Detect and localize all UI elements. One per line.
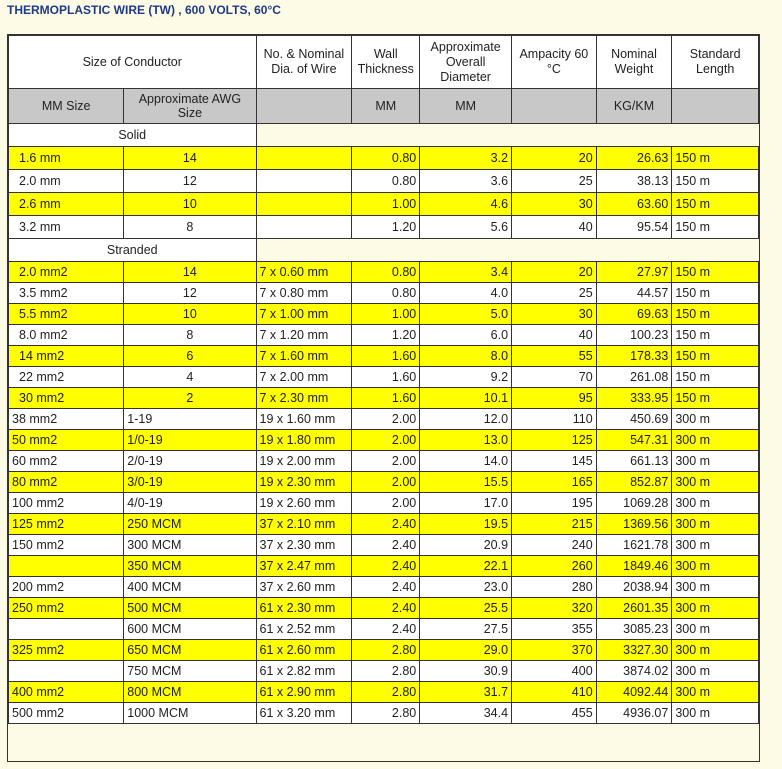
cell-ampacity: 40 bbox=[512, 325, 597, 346]
cell-wall-thickness: 1.00 bbox=[352, 193, 420, 216]
cell-wire: 37 x 2.10 mm bbox=[256, 514, 352, 535]
cell-wire: 19 x 1.60 mm bbox=[256, 409, 352, 430]
cell-wall-thickness: 2.80 bbox=[352, 661, 420, 682]
cell-wall-thickness: 2.80 bbox=[352, 703, 420, 724]
table-row bbox=[9, 147, 759, 170]
cell-wire: 61 x 2.60 mm bbox=[256, 640, 352, 661]
cell-ampacity: 355 bbox=[512, 619, 597, 640]
cell-mm-size: 150 mm2 bbox=[9, 535, 124, 556]
cell-mm-size: 2.6 mm bbox=[9, 193, 124, 216]
cell-wall-thickness: 1.20 bbox=[352, 325, 420, 346]
cell-ampacity: 240 bbox=[512, 535, 597, 556]
cell-ampacity: 95 bbox=[512, 388, 597, 409]
cell-awg-size: 3/0-19 bbox=[124, 472, 256, 493]
table-row bbox=[9, 661, 759, 682]
cell-wire: 7 x 1.00 mm bbox=[256, 304, 352, 325]
cell-wire: 7 x 2.30 mm bbox=[256, 388, 352, 409]
subheader-awg-size: Approximate AWG Size bbox=[124, 89, 256, 124]
table-row bbox=[9, 451, 759, 472]
cell-mm-size: 80 mm2 bbox=[9, 472, 124, 493]
table-row bbox=[9, 598, 759, 619]
cell-awg-size: 500 MCM bbox=[124, 598, 256, 619]
section-spacer bbox=[256, 239, 759, 262]
cell-overall-diameter: 23.0 bbox=[420, 577, 512, 598]
cell-nominal-weight: 450.69 bbox=[596, 409, 672, 430]
cell-mm-size: 60 mm2 bbox=[9, 451, 124, 472]
cell-wall-thickness: 2.80 bbox=[352, 640, 420, 661]
cell-nominal-weight: 2038.94 bbox=[596, 577, 672, 598]
cell-mm-size: 1.6 mm bbox=[9, 147, 124, 170]
cell-wire bbox=[256, 170, 352, 193]
cell-standard-length: 300 m bbox=[672, 598, 759, 619]
cell-ampacity: 400 bbox=[512, 661, 597, 682]
cell-standard-length: 300 m bbox=[672, 472, 759, 493]
cell-wall-thickness: 2.00 bbox=[352, 409, 420, 430]
cell-mm-size: 400 mm2 bbox=[9, 682, 124, 703]
cell-wall-thickness: 1.60 bbox=[352, 346, 420, 367]
cell-standard-length: 300 m bbox=[672, 577, 759, 598]
cell-standard-length: 150 m bbox=[672, 346, 759, 367]
cell-ampacity: 30 bbox=[512, 193, 597, 216]
cell-mm-size: 30 mm2 bbox=[9, 388, 124, 409]
cell-overall-diameter: 4.6 bbox=[420, 193, 512, 216]
cell-awg-size: 600 MCM bbox=[124, 619, 256, 640]
page-title: THERMOPLASTIC WIRE (TW) , 600 VOLTS, 60°C bbox=[7, 3, 281, 17]
cell-ampacity: 195 bbox=[512, 493, 597, 514]
cell-awg-size: 10 bbox=[124, 193, 256, 216]
cell-awg-size: 350 MCM bbox=[124, 556, 256, 577]
cell-awg-size: 1/0-19 bbox=[124, 430, 256, 451]
cell-wire: 61 x 3.20 mm bbox=[256, 703, 352, 724]
cell-overall-diameter: 30.9 bbox=[420, 661, 512, 682]
section-row-stranded bbox=[9, 239, 759, 262]
cell-nominal-weight: 261.08 bbox=[596, 367, 672, 388]
cell-awg-size: 650 MCM bbox=[124, 640, 256, 661]
cell-ampacity: 30 bbox=[512, 304, 597, 325]
cell-wire: 61 x 2.52 mm bbox=[256, 619, 352, 640]
cell-awg-size: 1-19 bbox=[124, 409, 256, 430]
cell-awg-size: 4 bbox=[124, 367, 256, 388]
cell-awg-size: 1000 MCM bbox=[124, 703, 256, 724]
table-row bbox=[9, 556, 759, 577]
header-weight: Nominal Weight bbox=[596, 36, 672, 89]
cell-overall-diameter: 6.0 bbox=[420, 325, 512, 346]
cell-ampacity: 320 bbox=[512, 598, 597, 619]
cell-ampacity: 110 bbox=[512, 409, 597, 430]
cell-wall-thickness: 2.40 bbox=[352, 514, 420, 535]
cell-ampacity: 165 bbox=[512, 472, 597, 493]
cell-wall-thickness: 2.40 bbox=[352, 577, 420, 598]
header-wall: Wall Thickness bbox=[352, 36, 420, 89]
cell-wire: 19 x 2.30 mm bbox=[256, 472, 352, 493]
cell-mm-size bbox=[9, 556, 124, 577]
cell-overall-diameter: 4.0 bbox=[420, 283, 512, 304]
cell-nominal-weight: 2601.35 bbox=[596, 598, 672, 619]
cell-standard-length: 300 m bbox=[672, 619, 759, 640]
cell-mm-size: 50 mm2 bbox=[9, 430, 124, 451]
table-row bbox=[9, 304, 759, 325]
cell-wire: 19 x 2.60 mm bbox=[256, 493, 352, 514]
cell-awg-size: 12 bbox=[124, 170, 256, 193]
table-row bbox=[9, 367, 759, 388]
subheader-overall-unit: MM bbox=[420, 89, 512, 124]
section-spacer bbox=[256, 124, 759, 147]
cell-wall-thickness: 1.20 bbox=[352, 216, 420, 239]
cell-nominal-weight: 3085.23 bbox=[596, 619, 672, 640]
header-no-dia: No. & Nominal Dia. of Wire bbox=[256, 36, 352, 89]
table-row bbox=[9, 262, 759, 283]
cell-nominal-weight: 1369.56 bbox=[596, 514, 672, 535]
subheader-empty bbox=[256, 89, 352, 124]
cell-standard-length: 300 m bbox=[672, 703, 759, 724]
cell-mm-size: 325 mm2 bbox=[9, 640, 124, 661]
table-row bbox=[9, 193, 759, 216]
cell-awg-size: 2 bbox=[124, 388, 256, 409]
cell-nominal-weight: 1069.28 bbox=[596, 493, 672, 514]
cell-overall-diameter: 19.5 bbox=[420, 514, 512, 535]
cell-overall-diameter: 3.6 bbox=[420, 170, 512, 193]
cell-overall-diameter: 15.5 bbox=[420, 472, 512, 493]
cell-nominal-weight: 3874.02 bbox=[596, 661, 672, 682]
cell-awg-size: 300 MCM bbox=[124, 535, 256, 556]
cell-overall-diameter: 8.0 bbox=[420, 346, 512, 367]
cell-nominal-weight: 26.63 bbox=[596, 147, 672, 170]
table-row bbox=[9, 170, 759, 193]
cell-overall-diameter: 25.5 bbox=[420, 598, 512, 619]
cell-overall-diameter: 31.7 bbox=[420, 682, 512, 703]
cell-nominal-weight: 1621.78 bbox=[596, 535, 672, 556]
table-row bbox=[9, 409, 759, 430]
wire-spec-table bbox=[8, 35, 759, 724]
cell-awg-size: 8 bbox=[124, 325, 256, 346]
cell-overall-diameter: 3.2 bbox=[420, 147, 512, 170]
cell-overall-diameter: 22.1 bbox=[420, 556, 512, 577]
subheader-row bbox=[9, 89, 759, 124]
cell-nominal-weight: 333.95 bbox=[596, 388, 672, 409]
cell-wire: 7 x 2.00 mm bbox=[256, 367, 352, 388]
table-row bbox=[9, 493, 759, 514]
cell-wire: 37 x 2.30 mm bbox=[256, 535, 352, 556]
cell-wire: 61 x 2.82 mm bbox=[256, 661, 352, 682]
table-row bbox=[9, 703, 759, 724]
cell-nominal-weight: 38.13 bbox=[596, 170, 672, 193]
cell-standard-length: 300 m bbox=[672, 535, 759, 556]
cell-nominal-weight: 661.13 bbox=[596, 451, 672, 472]
cell-ampacity: 20 bbox=[512, 262, 597, 283]
cell-awg-size: 800 MCM bbox=[124, 682, 256, 703]
section-label: Stranded bbox=[9, 239, 257, 262]
cell-nominal-weight: 100.23 bbox=[596, 325, 672, 346]
cell-awg-size: 250 MCM bbox=[124, 514, 256, 535]
subheader-empty bbox=[512, 89, 597, 124]
cell-mm-size: 2.0 mm bbox=[9, 170, 124, 193]
cell-nominal-weight: 852.87 bbox=[596, 472, 672, 493]
cell-standard-length: 150 m bbox=[672, 283, 759, 304]
cell-overall-diameter: 34.4 bbox=[420, 703, 512, 724]
cell-ampacity: 25 bbox=[512, 170, 597, 193]
cell-nominal-weight: 69.63 bbox=[596, 304, 672, 325]
cell-nominal-weight: 1849.46 bbox=[596, 556, 672, 577]
cell-wire: 7 x 1.60 mm bbox=[256, 346, 352, 367]
header-ampacity: Ampacity 60 °C bbox=[512, 36, 597, 89]
table-row bbox=[9, 325, 759, 346]
cell-ampacity: 70 bbox=[512, 367, 597, 388]
cell-standard-length: 300 m bbox=[672, 514, 759, 535]
cell-awg-size: 12 bbox=[124, 283, 256, 304]
cell-wall-thickness: 2.00 bbox=[352, 472, 420, 493]
cell-mm-size: 22 mm2 bbox=[9, 367, 124, 388]
cell-standard-length: 150 m bbox=[672, 147, 759, 170]
cell-ampacity: 25 bbox=[512, 283, 597, 304]
cell-awg-size: 400 MCM bbox=[124, 577, 256, 598]
cell-wire bbox=[256, 216, 352, 239]
cell-overall-diameter: 27.5 bbox=[420, 619, 512, 640]
cell-nominal-weight: 27.97 bbox=[596, 262, 672, 283]
cell-awg-size: 10 bbox=[124, 304, 256, 325]
cell-ampacity: 215 bbox=[512, 514, 597, 535]
cell-standard-length: 300 m bbox=[672, 493, 759, 514]
cell-standard-length: 150 m bbox=[672, 262, 759, 283]
cell-awg-size: 4/0-19 bbox=[124, 493, 256, 514]
header-row bbox=[9, 36, 759, 89]
cell-wall-thickness: 1.60 bbox=[352, 367, 420, 388]
cell-overall-diameter: 17.0 bbox=[420, 493, 512, 514]
header-size-of-conductor: Size of Conductor bbox=[9, 36, 257, 89]
cell-mm-size: 2.0 mm2 bbox=[9, 262, 124, 283]
table-row bbox=[9, 472, 759, 493]
section-row-solid bbox=[9, 124, 759, 147]
cell-awg-size: 2/0-19 bbox=[124, 451, 256, 472]
cell-nominal-weight: 3327.30 bbox=[596, 640, 672, 661]
cell-nominal-weight: 4092.44 bbox=[596, 682, 672, 703]
cell-wall-thickness: 2.40 bbox=[352, 556, 420, 577]
cell-overall-diameter: 3.4 bbox=[420, 262, 512, 283]
subheader-mm-size: MM Size bbox=[9, 89, 124, 124]
header-length: Standard Length bbox=[672, 36, 759, 89]
cell-mm-size: 500 mm2 bbox=[9, 703, 124, 724]
cell-ampacity: 145 bbox=[512, 451, 597, 472]
subheader-empty bbox=[672, 89, 759, 124]
table-frame bbox=[7, 34, 760, 762]
cell-awg-size: 6 bbox=[124, 346, 256, 367]
cell-standard-length: 300 m bbox=[672, 430, 759, 451]
cell-wall-thickness: 2.40 bbox=[352, 619, 420, 640]
table-row bbox=[9, 430, 759, 451]
subheader-wall-unit: MM bbox=[352, 89, 420, 124]
table-row bbox=[9, 514, 759, 535]
cell-ampacity: 20 bbox=[512, 147, 597, 170]
cell-wire: 61 x 2.30 mm bbox=[256, 598, 352, 619]
cell-mm-size: 38 mm2 bbox=[9, 409, 124, 430]
cell-mm-size: 100 mm2 bbox=[9, 493, 124, 514]
cell-awg-size: 750 MCM bbox=[124, 661, 256, 682]
cell-wire: 7 x 1.20 mm bbox=[256, 325, 352, 346]
cell-standard-length: 150 m bbox=[672, 388, 759, 409]
cell-ampacity: 370 bbox=[512, 640, 597, 661]
cell-ampacity: 280 bbox=[512, 577, 597, 598]
cell-overall-diameter: 5.6 bbox=[420, 216, 512, 239]
cell-ampacity: 410 bbox=[512, 682, 597, 703]
table-row bbox=[9, 388, 759, 409]
cell-mm-size: 5.5 mm2 bbox=[9, 304, 124, 325]
cell-mm-size: 200 mm2 bbox=[9, 577, 124, 598]
cell-awg-size: 8 bbox=[124, 216, 256, 239]
cell-nominal-weight: 178.33 bbox=[596, 346, 672, 367]
cell-overall-diameter: 12.0 bbox=[420, 409, 512, 430]
cell-wire: 7 x 0.60 mm bbox=[256, 262, 352, 283]
cell-standard-length: 150 m bbox=[672, 325, 759, 346]
table-row bbox=[9, 619, 759, 640]
table-row bbox=[9, 283, 759, 304]
cell-wall-thickness: 0.80 bbox=[352, 147, 420, 170]
table-row bbox=[9, 535, 759, 556]
table-row bbox=[9, 577, 759, 598]
cell-mm-size bbox=[9, 619, 124, 640]
cell-standard-length: 300 m bbox=[672, 409, 759, 430]
cell-wall-thickness: 0.80 bbox=[352, 170, 420, 193]
cell-overall-diameter: 10.1 bbox=[420, 388, 512, 409]
cell-wall-thickness: 1.60 bbox=[352, 388, 420, 409]
cell-mm-size bbox=[9, 661, 124, 682]
cell-mm-size: 250 mm2 bbox=[9, 598, 124, 619]
cell-nominal-weight: 44.57 bbox=[596, 283, 672, 304]
cell-mm-size: 3.5 mm2 bbox=[9, 283, 124, 304]
cell-standard-length: 150 m bbox=[672, 216, 759, 239]
cell-overall-diameter: 13.0 bbox=[420, 430, 512, 451]
table-row bbox=[9, 640, 759, 661]
cell-wire bbox=[256, 147, 352, 170]
cell-standard-length: 300 m bbox=[672, 661, 759, 682]
cell-standard-length: 300 m bbox=[672, 640, 759, 661]
cell-wire: 19 x 2.00 mm bbox=[256, 451, 352, 472]
section-label: Solid bbox=[9, 124, 257, 147]
cell-wall-thickness: 0.80 bbox=[352, 262, 420, 283]
header-overall-diameter: Approximate Overall Diameter bbox=[420, 36, 512, 89]
cell-wire: 19 x 1.80 mm bbox=[256, 430, 352, 451]
cell-overall-diameter: 9.2 bbox=[420, 367, 512, 388]
cell-awg-size: 14 bbox=[124, 147, 256, 170]
cell-nominal-weight: 4936.07 bbox=[596, 703, 672, 724]
cell-wire: 37 x 2.60 mm bbox=[256, 577, 352, 598]
cell-wall-thickness: 2.00 bbox=[352, 430, 420, 451]
cell-mm-size: 8.0 mm2 bbox=[9, 325, 124, 346]
cell-wire: 7 x 0.80 mm bbox=[256, 283, 352, 304]
cell-wall-thickness: 2.00 bbox=[352, 451, 420, 472]
cell-standard-length: 150 m bbox=[672, 170, 759, 193]
cell-standard-length: 300 m bbox=[672, 682, 759, 703]
cell-mm-size: 14 mm2 bbox=[9, 346, 124, 367]
cell-nominal-weight: 63.60 bbox=[596, 193, 672, 216]
cell-standard-length: 150 m bbox=[672, 304, 759, 325]
cell-wall-thickness: 1.00 bbox=[352, 304, 420, 325]
cell-wire bbox=[256, 193, 352, 216]
cell-standard-length: 150 m bbox=[672, 367, 759, 388]
cell-wall-thickness: 2.40 bbox=[352, 598, 420, 619]
cell-wall-thickness: 2.00 bbox=[352, 493, 420, 514]
cell-ampacity: 260 bbox=[512, 556, 597, 577]
cell-mm-size: 125 mm2 bbox=[9, 514, 124, 535]
cell-ampacity: 40 bbox=[512, 216, 597, 239]
cell-overall-diameter: 5.0 bbox=[420, 304, 512, 325]
cell-wall-thickness: 0.80 bbox=[352, 283, 420, 304]
table-row bbox=[9, 682, 759, 703]
cell-wire: 61 x 2.90 mm bbox=[256, 682, 352, 703]
table-row bbox=[9, 346, 759, 367]
cell-nominal-weight: 547.31 bbox=[596, 430, 672, 451]
cell-wire: 37 x 2.47 mm bbox=[256, 556, 352, 577]
cell-standard-length: 300 m bbox=[672, 451, 759, 472]
cell-overall-diameter: 29.0 bbox=[420, 640, 512, 661]
cell-overall-diameter: 14.0 bbox=[420, 451, 512, 472]
cell-overall-diameter: 20.9 bbox=[420, 535, 512, 556]
cell-awg-size: 14 bbox=[124, 262, 256, 283]
cell-ampacity: 125 bbox=[512, 430, 597, 451]
cell-wall-thickness: 2.80 bbox=[352, 682, 420, 703]
subheader-weight-unit: KG/KM bbox=[596, 89, 672, 124]
cell-ampacity: 455 bbox=[512, 703, 597, 724]
cell-standard-length: 150 m bbox=[672, 193, 759, 216]
cell-ampacity: 55 bbox=[512, 346, 597, 367]
cell-standard-length: 300 m bbox=[672, 556, 759, 577]
cell-wall-thickness: 2.40 bbox=[352, 535, 420, 556]
cell-mm-size: 3.2 mm bbox=[9, 216, 124, 239]
cell-nominal-weight: 95.54 bbox=[596, 216, 672, 239]
table-row bbox=[9, 216, 759, 239]
